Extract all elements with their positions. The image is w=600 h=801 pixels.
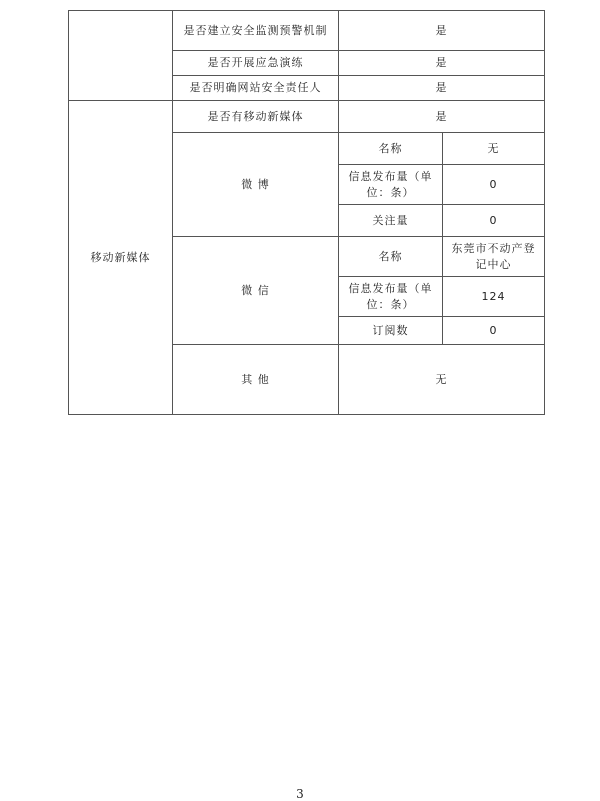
other-label: 其 他	[173, 345, 339, 415]
weibo-label: 微 博	[173, 133, 339, 237]
other-value: 无	[339, 345, 545, 415]
row-value-responsible: 是	[339, 76, 545, 101]
wechat-posts-value: 124	[443, 277, 545, 317]
media-info-table	[68, 10, 545, 415]
table-row	[69, 101, 545, 133]
weibo-followers-value: 0	[443, 205, 545, 237]
row-value-monitoring: 是	[339, 11, 545, 51]
table-row	[69, 11, 545, 51]
has-mobile-media-value: 是	[339, 101, 545, 133]
wechat-subscribers-value: 0	[443, 317, 545, 345]
row-label-monitoring: 是否建立安全监测预警机制	[173, 11, 339, 51]
wechat-name-label: 名称	[339, 237, 443, 277]
row-value-drill: 是	[339, 51, 545, 76]
row-label-responsible: 是否明确网站安全责任人	[173, 76, 339, 101]
weibo-posts-label: 信息发布量（单位：条）	[339, 165, 443, 205]
wechat-name-value: 东莞市不动产登记中心	[443, 237, 545, 277]
wechat-label: 微 信	[173, 237, 339, 345]
weibo-name-label: 名称	[339, 133, 443, 165]
section-label-mobile-media: 移动新媒体	[69, 101, 173, 415]
blank-cell	[69, 11, 173, 101]
row-label-drill: 是否开展应急演练	[173, 51, 339, 76]
wechat-subscribers-label: 订阅数	[339, 317, 443, 345]
wechat-posts-label: 信息发布量（单位：条）	[339, 277, 443, 317]
page-number: 3	[296, 787, 304, 801]
has-mobile-media-label: 是否有移动新媒体	[173, 101, 339, 133]
weibo-followers-label: 关注量	[339, 205, 443, 237]
weibo-name-value: 无	[443, 133, 545, 165]
weibo-posts-value: 0	[443, 165, 545, 205]
